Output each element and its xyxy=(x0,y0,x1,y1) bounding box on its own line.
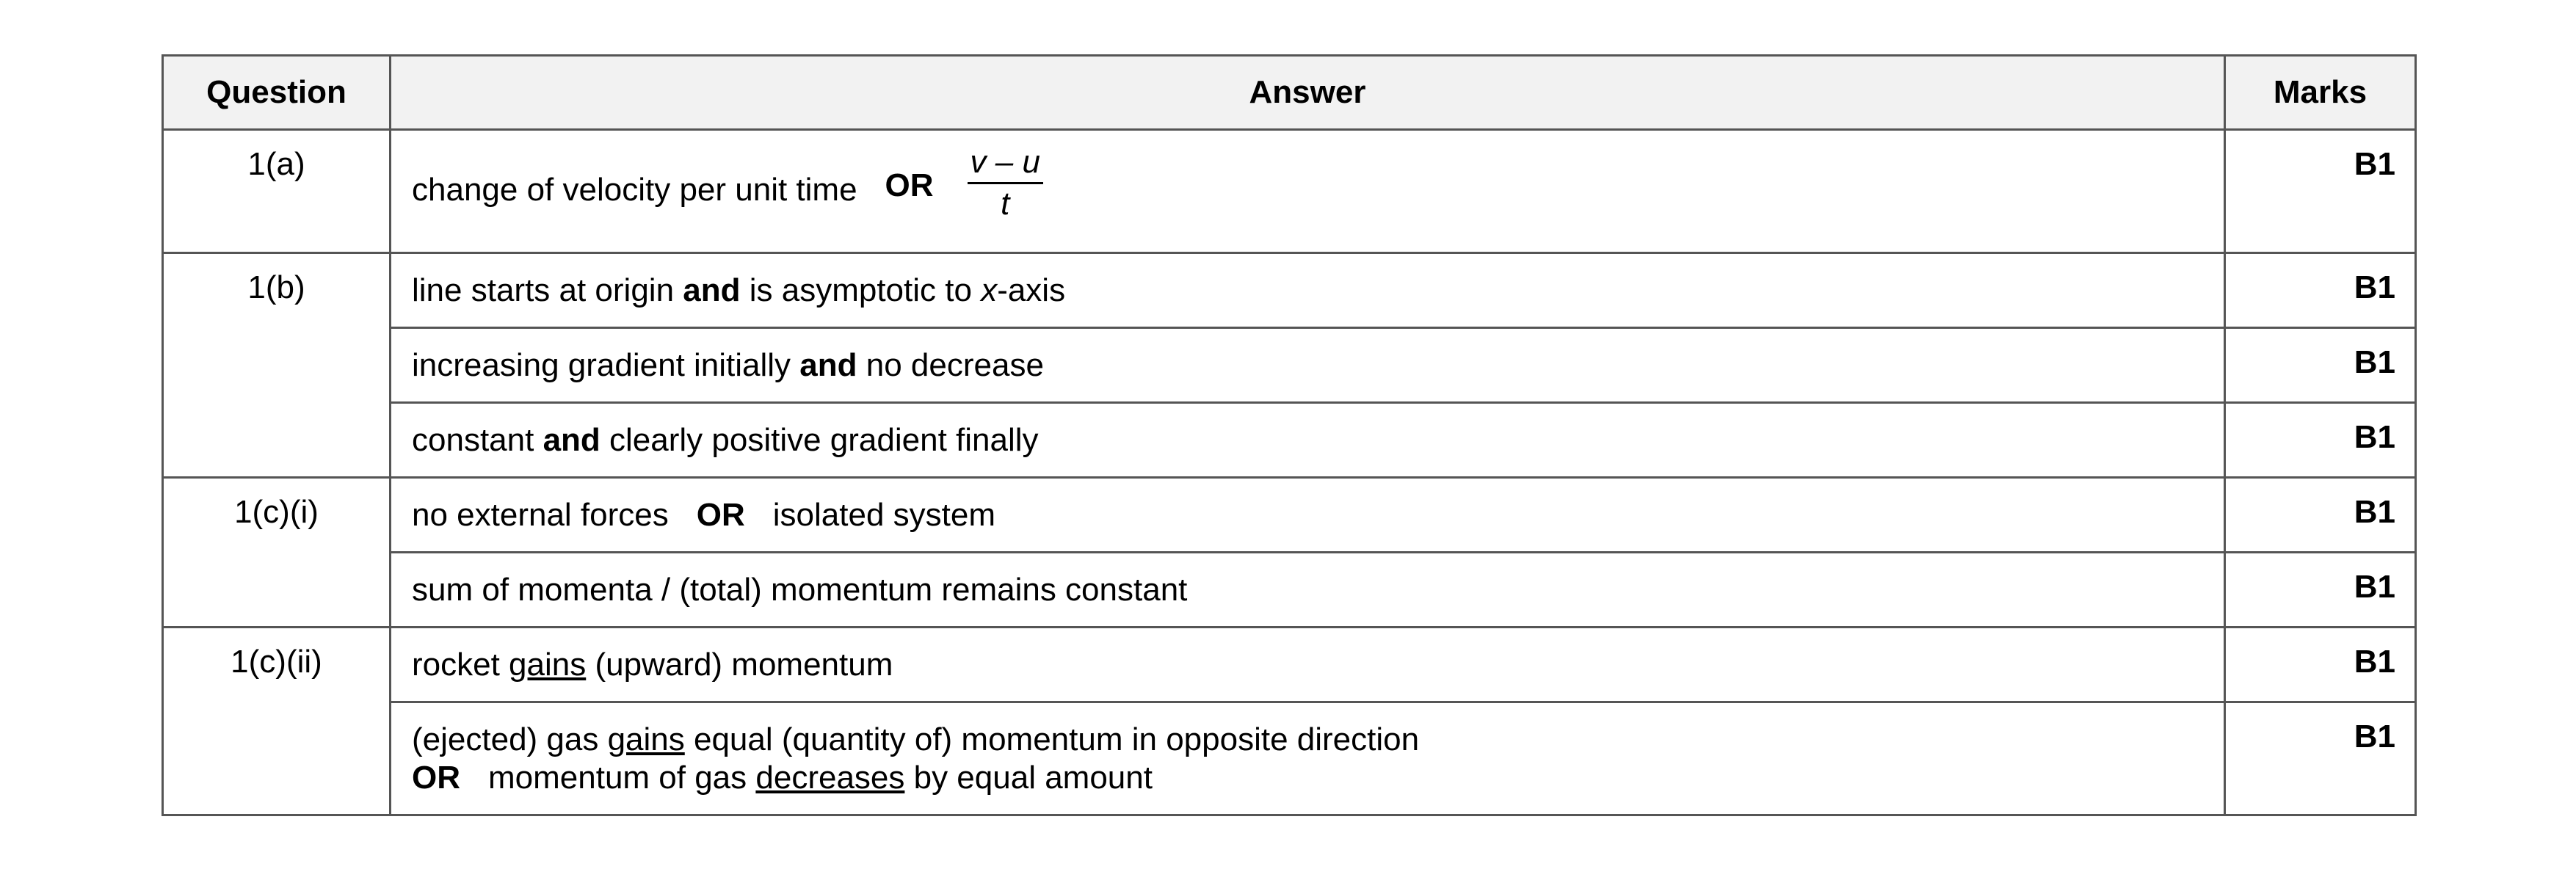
header-question: Question xyxy=(163,56,391,130)
header-answer: Answer xyxy=(391,56,2225,130)
answer-cell: sum of momenta / (total) momentum remains constant xyxy=(391,553,2225,628)
question-cell: 1(c)(ii) xyxy=(163,628,391,815)
table-row xyxy=(163,328,2416,403)
answer-cell xyxy=(391,702,2225,815)
underlined-word: decreases xyxy=(755,760,905,796)
answer-cell xyxy=(391,403,2225,478)
question-cell: 1(c)(i) xyxy=(163,478,391,628)
table-row xyxy=(163,130,2416,253)
question-cell: 1(b) xyxy=(163,253,391,478)
table-row xyxy=(163,553,2416,628)
answer-text: change of velocity per unit time xyxy=(412,171,857,208)
bold-and: and xyxy=(683,272,741,308)
marks-cell: B1 xyxy=(2225,553,2416,628)
table-row xyxy=(163,478,2416,553)
table-row xyxy=(163,253,2416,328)
or-label: OR xyxy=(696,497,745,533)
answer-cell xyxy=(391,253,2225,328)
marks-cell: B1 xyxy=(2225,253,2416,328)
answer-text: equal (quantity of) momentum in opposite direction xyxy=(684,721,1420,757)
header-row xyxy=(163,56,2416,130)
table-row xyxy=(163,403,2416,478)
answer-text: no decrease xyxy=(857,347,1044,383)
mark-scheme-table xyxy=(162,54,2417,816)
question-cell: 1(a) xyxy=(163,130,391,253)
answer-text: (ejected) gas xyxy=(412,721,608,757)
marks-cell: B1 xyxy=(2225,702,2416,815)
marks-cell: B1 xyxy=(2225,130,2416,253)
answer-cell xyxy=(391,628,2225,702)
answer-text: no external forces xyxy=(412,497,669,533)
answer-text: (upward) momentum xyxy=(586,647,893,683)
marks-cell: B1 xyxy=(2225,478,2416,553)
answer-cell xyxy=(391,328,2225,403)
answer-text: rocket xyxy=(412,647,509,683)
bold-and: and xyxy=(799,347,857,383)
header-marks: Marks xyxy=(2225,56,2416,130)
answer-text: isolated system xyxy=(772,497,995,533)
fraction-numerator: v – u xyxy=(968,144,1043,184)
answer-text: is asymptotic to xyxy=(740,272,982,308)
marks-cell: B1 xyxy=(2225,628,2416,702)
answer-text: increasing gradient initially xyxy=(412,347,800,383)
bold-and: and xyxy=(543,422,601,458)
answer-text: line starts at origin xyxy=(412,272,683,308)
fraction-denominator: t xyxy=(1001,186,1010,222)
or-label: OR xyxy=(412,760,460,796)
fraction xyxy=(968,144,1043,222)
marks-cell: B1 xyxy=(2225,328,2416,403)
answer-cell xyxy=(391,478,2225,553)
answer-text: by equal amount xyxy=(904,760,1153,796)
underlined-word: gains xyxy=(607,721,685,757)
answer-cell xyxy=(391,130,2225,253)
answer-text: clearly positive gradient finally xyxy=(600,422,1039,458)
answer-text: constant xyxy=(412,422,543,458)
answer-text: momentum of gas xyxy=(488,760,756,796)
or-label: OR xyxy=(885,167,934,204)
table-row xyxy=(163,702,2416,815)
answer-text: -axis xyxy=(997,272,1066,308)
marks-cell: B1 xyxy=(2225,403,2416,478)
italic-x: x xyxy=(981,272,998,308)
table-row xyxy=(163,628,2416,702)
underlined-word: gains xyxy=(509,647,587,683)
